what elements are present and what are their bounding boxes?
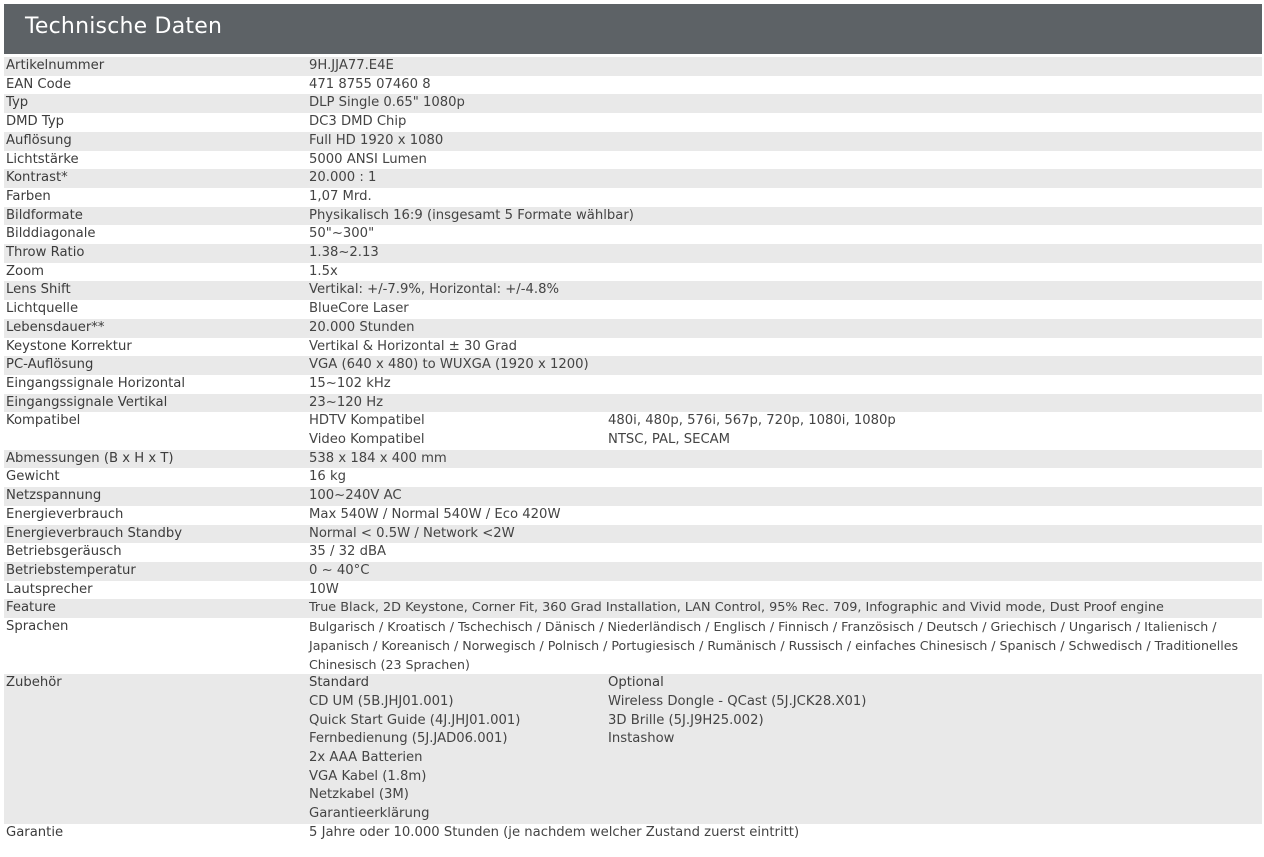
spec-label: Gewicht xyxy=(6,469,60,485)
standard-item: Quick Start Guide (4J.JHJ01.001) xyxy=(309,712,521,728)
spec-row-lichtstaerke xyxy=(4,151,1262,170)
spec-label: Netzspannung xyxy=(6,488,102,504)
optional-item: Instashow xyxy=(608,731,675,747)
spec-row-zubehoer xyxy=(4,674,1262,824)
spec-row-energieverbrauch-standby xyxy=(4,525,1262,544)
spec-value: DLP Single 0.65" 1080p xyxy=(309,95,465,111)
header-bar xyxy=(4,4,1262,54)
spec-value: 100~240V AC xyxy=(309,488,402,504)
page-title: Technische Daten xyxy=(25,14,223,39)
spec-value: Max 540W / Normal 540W / Eco 420W xyxy=(309,506,561,522)
spec-label: Kontrast* xyxy=(6,170,68,186)
spec-label: Artikelnummer xyxy=(6,58,105,73)
spec-label: Lichtstärke xyxy=(6,151,79,167)
spec-row-eingang-vertikal xyxy=(4,394,1262,413)
optional-heading: Optional xyxy=(608,675,664,691)
spec-value: 16 kg xyxy=(309,469,346,485)
spec-label: Lautsprecher xyxy=(6,581,93,597)
spec-value: Vertikal & Horizontal ± 30 Grad xyxy=(309,338,518,354)
compat-formats: 480i, 480p, 576i, 567p, 720p, 1080i, 1080p xyxy=(608,413,896,429)
standard-item: VGA Kabel (1.8m) xyxy=(309,768,427,784)
spec-row-zoom xyxy=(4,263,1262,282)
spec-label: Garantie xyxy=(6,824,64,840)
spec-row-throw-ratio xyxy=(4,244,1262,263)
spec-value: 1,07 Mrd. xyxy=(309,188,372,204)
spec-value: True Black, 2D Keystone, Corner Fit, 360 Grad Installation, LAN Control, 95% Rec. 709, Infographic and Vivid mode, Dust Proof engine xyxy=(309,600,1164,616)
spec-row-bilddiagonale xyxy=(4,225,1262,244)
optional-item: 3D Brille (5J.J9H25.002) xyxy=(608,712,764,728)
spec-row-eingang-horizontal xyxy=(4,375,1262,394)
spec-row-sprachen xyxy=(4,618,1262,674)
compat-type: Video Kompatibel xyxy=(309,432,425,448)
spec-value: 50"~300" xyxy=(309,226,375,242)
spec-value: 15~102 kHz xyxy=(309,375,391,391)
optional-item: Wireless Dongle - QCast (5J.JCK28.X01) xyxy=(608,693,867,709)
spec-value: BlueCore Laser xyxy=(309,301,409,317)
spec-value: 471 8755 07460 8 xyxy=(309,76,431,92)
standard-item: Netzkabel (3M) xyxy=(309,787,409,803)
standard-item: CD UM (5B.JHJ01.001) xyxy=(309,693,454,709)
language-line: Chinesisch (23 Sprachen) xyxy=(309,656,470,672)
spec-row-kontrast xyxy=(4,169,1262,188)
spec-value: 1.38~2.13 xyxy=(309,245,379,261)
spec-label: Typ xyxy=(6,95,29,111)
spec-row-bildformate xyxy=(4,207,1262,226)
spec-row-netzspannung xyxy=(4,487,1262,506)
spec-row-energieverbrauch xyxy=(4,506,1262,525)
spec-label: Feature xyxy=(6,600,56,616)
spec-label: Bilddiagonale xyxy=(6,226,96,242)
compat-formats: NTSC, PAL, SECAM xyxy=(608,432,731,448)
spec-label: Abmessungen (B x H x T) xyxy=(6,450,174,466)
spec-value: 1.5x xyxy=(309,263,338,279)
spec-row-aufloesung xyxy=(4,132,1262,151)
spec-label: Zubehör xyxy=(6,675,62,691)
spec-row-lautsprecher xyxy=(4,581,1262,600)
spec-row-lichtquelle xyxy=(4,300,1262,319)
spec-row-betriebstemperatur xyxy=(4,562,1262,581)
spec-label: Throw Ratio xyxy=(6,245,85,261)
spec-value: 23~120 Hz xyxy=(309,394,384,410)
language-line: Bulgarisch / Kroatisch / Tschechisch / Dänisch / Niederländisch / Englisch / Finnisch / Französisch / Deutsch / Griechisch / Ungarisch / Italienisch / xyxy=(309,619,1217,635)
spec-label: Eingangssignale Vertikal xyxy=(6,394,168,410)
spec-row-artikelnummer xyxy=(4,57,1262,76)
spec-value: Normal < 0.5W / Network <2W xyxy=(309,525,515,541)
spec-value: 20.000 Stunden xyxy=(309,319,415,335)
spec-label: Betriebstemperatur xyxy=(6,562,136,578)
compat-type: HDTV Kompatibel xyxy=(309,413,425,429)
spec-value: 10W xyxy=(309,581,339,597)
spec-label: Energieverbrauch Standby xyxy=(6,525,183,541)
spec-row-feature xyxy=(4,599,1262,618)
spec-label: Bildformate xyxy=(6,207,83,223)
spec-label: Farben xyxy=(6,188,51,204)
standard-item: 2x AAA Batterien xyxy=(309,750,423,766)
spec-value: Physikalisch 16:9 (insgesamt 5 Formate wählbar) xyxy=(309,207,634,223)
spec-label: DMD Typ xyxy=(6,114,65,130)
spec-value xyxy=(309,618,1249,674)
spec-row-garantie xyxy=(4,824,1262,843)
spec-value: 5 Jahre oder 10.000 Stunden (je nachdem welcher Zustand zuerst eintritt) xyxy=(309,824,800,840)
spec-row-abmessungen xyxy=(4,450,1262,469)
spec-row-pc-aufloesung xyxy=(4,356,1262,375)
spec-row-gewicht xyxy=(4,468,1262,487)
spec-label: Keystone Korrektur xyxy=(6,338,132,354)
spec-value: Vertikal: +/-7.9%, Horizontal: +/-4.8% xyxy=(309,282,560,298)
spec-row-farben xyxy=(4,188,1262,207)
standard-item: Garantieerklärung xyxy=(309,806,430,822)
spec-row-lebensdauer xyxy=(4,319,1262,338)
spec-value: 0 ~ 40°C xyxy=(309,562,370,578)
spec-label: Auflösung xyxy=(6,132,72,148)
spec-row-dmd xyxy=(4,113,1262,132)
spec-label: Zoom xyxy=(6,263,45,279)
language-line: Japanisch / Koreanisch / Norwegisch / Polnisch / Portugiesisch / Rumänisch / Russisch / einfaches Chinesisch / Spanisch / Schwedisch / Traditionelles xyxy=(309,637,1239,653)
spec-value: DC3 DMD Chip xyxy=(309,114,407,130)
spec-row-lens-shift xyxy=(4,281,1262,300)
spec-row-kompatibel xyxy=(4,412,1262,449)
spec-row-typ xyxy=(4,94,1262,113)
standard-item: Fernbedienung (5J.JAD06.001) xyxy=(309,731,508,747)
spec-table xyxy=(4,57,1262,843)
spec-value: VGA (640 x 480) to WUXGA (1920 x 1200) xyxy=(309,357,589,373)
spec-label: Sprachen xyxy=(6,619,69,635)
spec-label: Kompatibel xyxy=(6,413,81,429)
spec-value xyxy=(309,674,1262,824)
spec-label: Betriebsgeräusch xyxy=(6,544,122,560)
spec-row-ean xyxy=(4,76,1262,95)
spec-label: Lebensdauer** xyxy=(6,319,105,335)
spec-label: EAN Code xyxy=(6,76,72,92)
spec-value: 5000 ANSI Lumen xyxy=(309,151,427,167)
spec-row-keystone xyxy=(4,338,1262,357)
spec-label: Lens Shift xyxy=(6,282,71,298)
spec-label: Lichtquelle xyxy=(6,301,79,317)
spec-value: 9H.JJA77.E4E xyxy=(309,58,394,73)
spec-label: Eingangssignale Horizontal xyxy=(6,375,186,391)
spec-value xyxy=(309,412,1262,449)
spec-label: PC-Auflösung xyxy=(6,357,94,373)
spec-value: Full HD 1920 x 1080 xyxy=(309,132,444,148)
spec-value: 538 x 184 x 400 mm xyxy=(309,450,447,466)
spec-value: 35 / 32 dBA xyxy=(309,544,387,560)
spec-label: Energieverbrauch xyxy=(6,506,124,522)
spec-value: 20.000 : 1 xyxy=(309,170,377,186)
standard-heading: Standard xyxy=(309,675,369,691)
spec-row-betriebsgeraeusch xyxy=(4,543,1262,562)
